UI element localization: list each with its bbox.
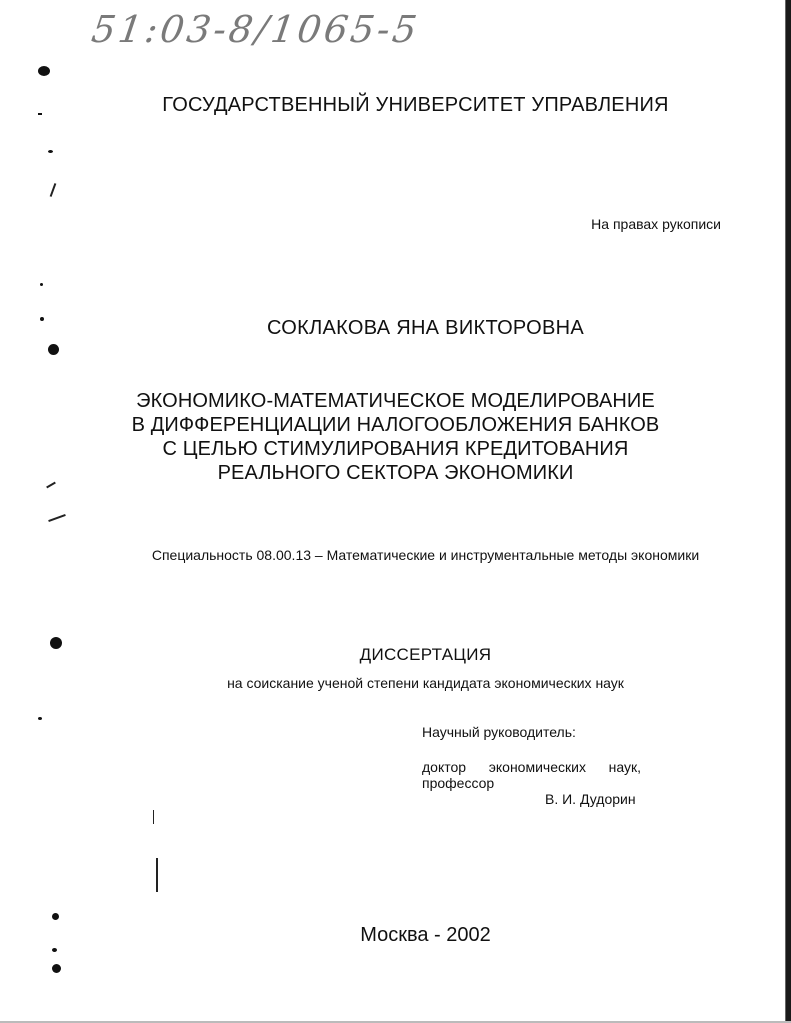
advisor-rank: профессор [422, 775, 495, 791]
scan-speck [38, 66, 50, 76]
scan-speck [48, 150, 53, 153]
work-type: ДИССЕРТАЦИЯ [359, 645, 492, 664]
title-line: С ЦЕЛЬЮ СТИМУЛИРОВАНИЯ КРЕДИТОВАНИЯ [162, 438, 629, 460]
scan-stroke [153, 810, 154, 824]
scan-speck [50, 637, 62, 649]
university-name: ГОСУДАРСТВЕННЫЙ УНИВЕРСИТЕТ УПРАВЛЕНИЯ [162, 94, 669, 116]
advisor-title: доктор экономических наук, [422, 759, 641, 775]
scan-speck [52, 964, 61, 973]
specialty-line: Специальность 08.00.13 – Математические и инструментальные методы экономики [151, 547, 700, 563]
scan-stroke [156, 858, 158, 892]
dissertation-title [0, 389, 791, 485]
title-line: РЕАЛЬНОГО СЕКТОРА ЭКОНОМИКИ [217, 462, 574, 484]
handwritten-code: 51:03-8/1065-5 [88, 8, 423, 51]
scan-stroke [50, 183, 57, 197]
advisor-label: Научный руководитель: [422, 724, 576, 740]
scan-speck [40, 283, 43, 286]
scan-stroke [48, 514, 66, 522]
scan-speck [40, 317, 44, 321]
advisor-name: В. И. Дудорин [545, 791, 636, 807]
degree-line: на соискание ученой степени кандидата экономических наук [227, 675, 624, 691]
rights-note: На правах рукописи [591, 216, 721, 232]
city-year: Москва - 2002 [360, 924, 491, 946]
title-line: ЭКОНОМИКО-МАТЕМАТИЧЕСКОЕ МОДЕЛИРОВАНИЕ [136, 390, 655, 412]
scan-edge-right-inner [785, 0, 786, 1023]
title-line: В ДИФФЕРЕНЦИАЦИИ НАЛОГООБЛОЖЕНИЯ БАНКОВ [131, 414, 660, 436]
scan-speck [52, 948, 57, 952]
scan-edge-right [786, 0, 791, 1023]
scan-speck [48, 344, 59, 355]
scan-speck [52, 913, 59, 920]
scan-speck [38, 113, 42, 115]
author-name: СОКЛАКОВА ЯНА ВИКТОРОВНА [266, 317, 585, 339]
scan-speck [38, 717, 42, 720]
